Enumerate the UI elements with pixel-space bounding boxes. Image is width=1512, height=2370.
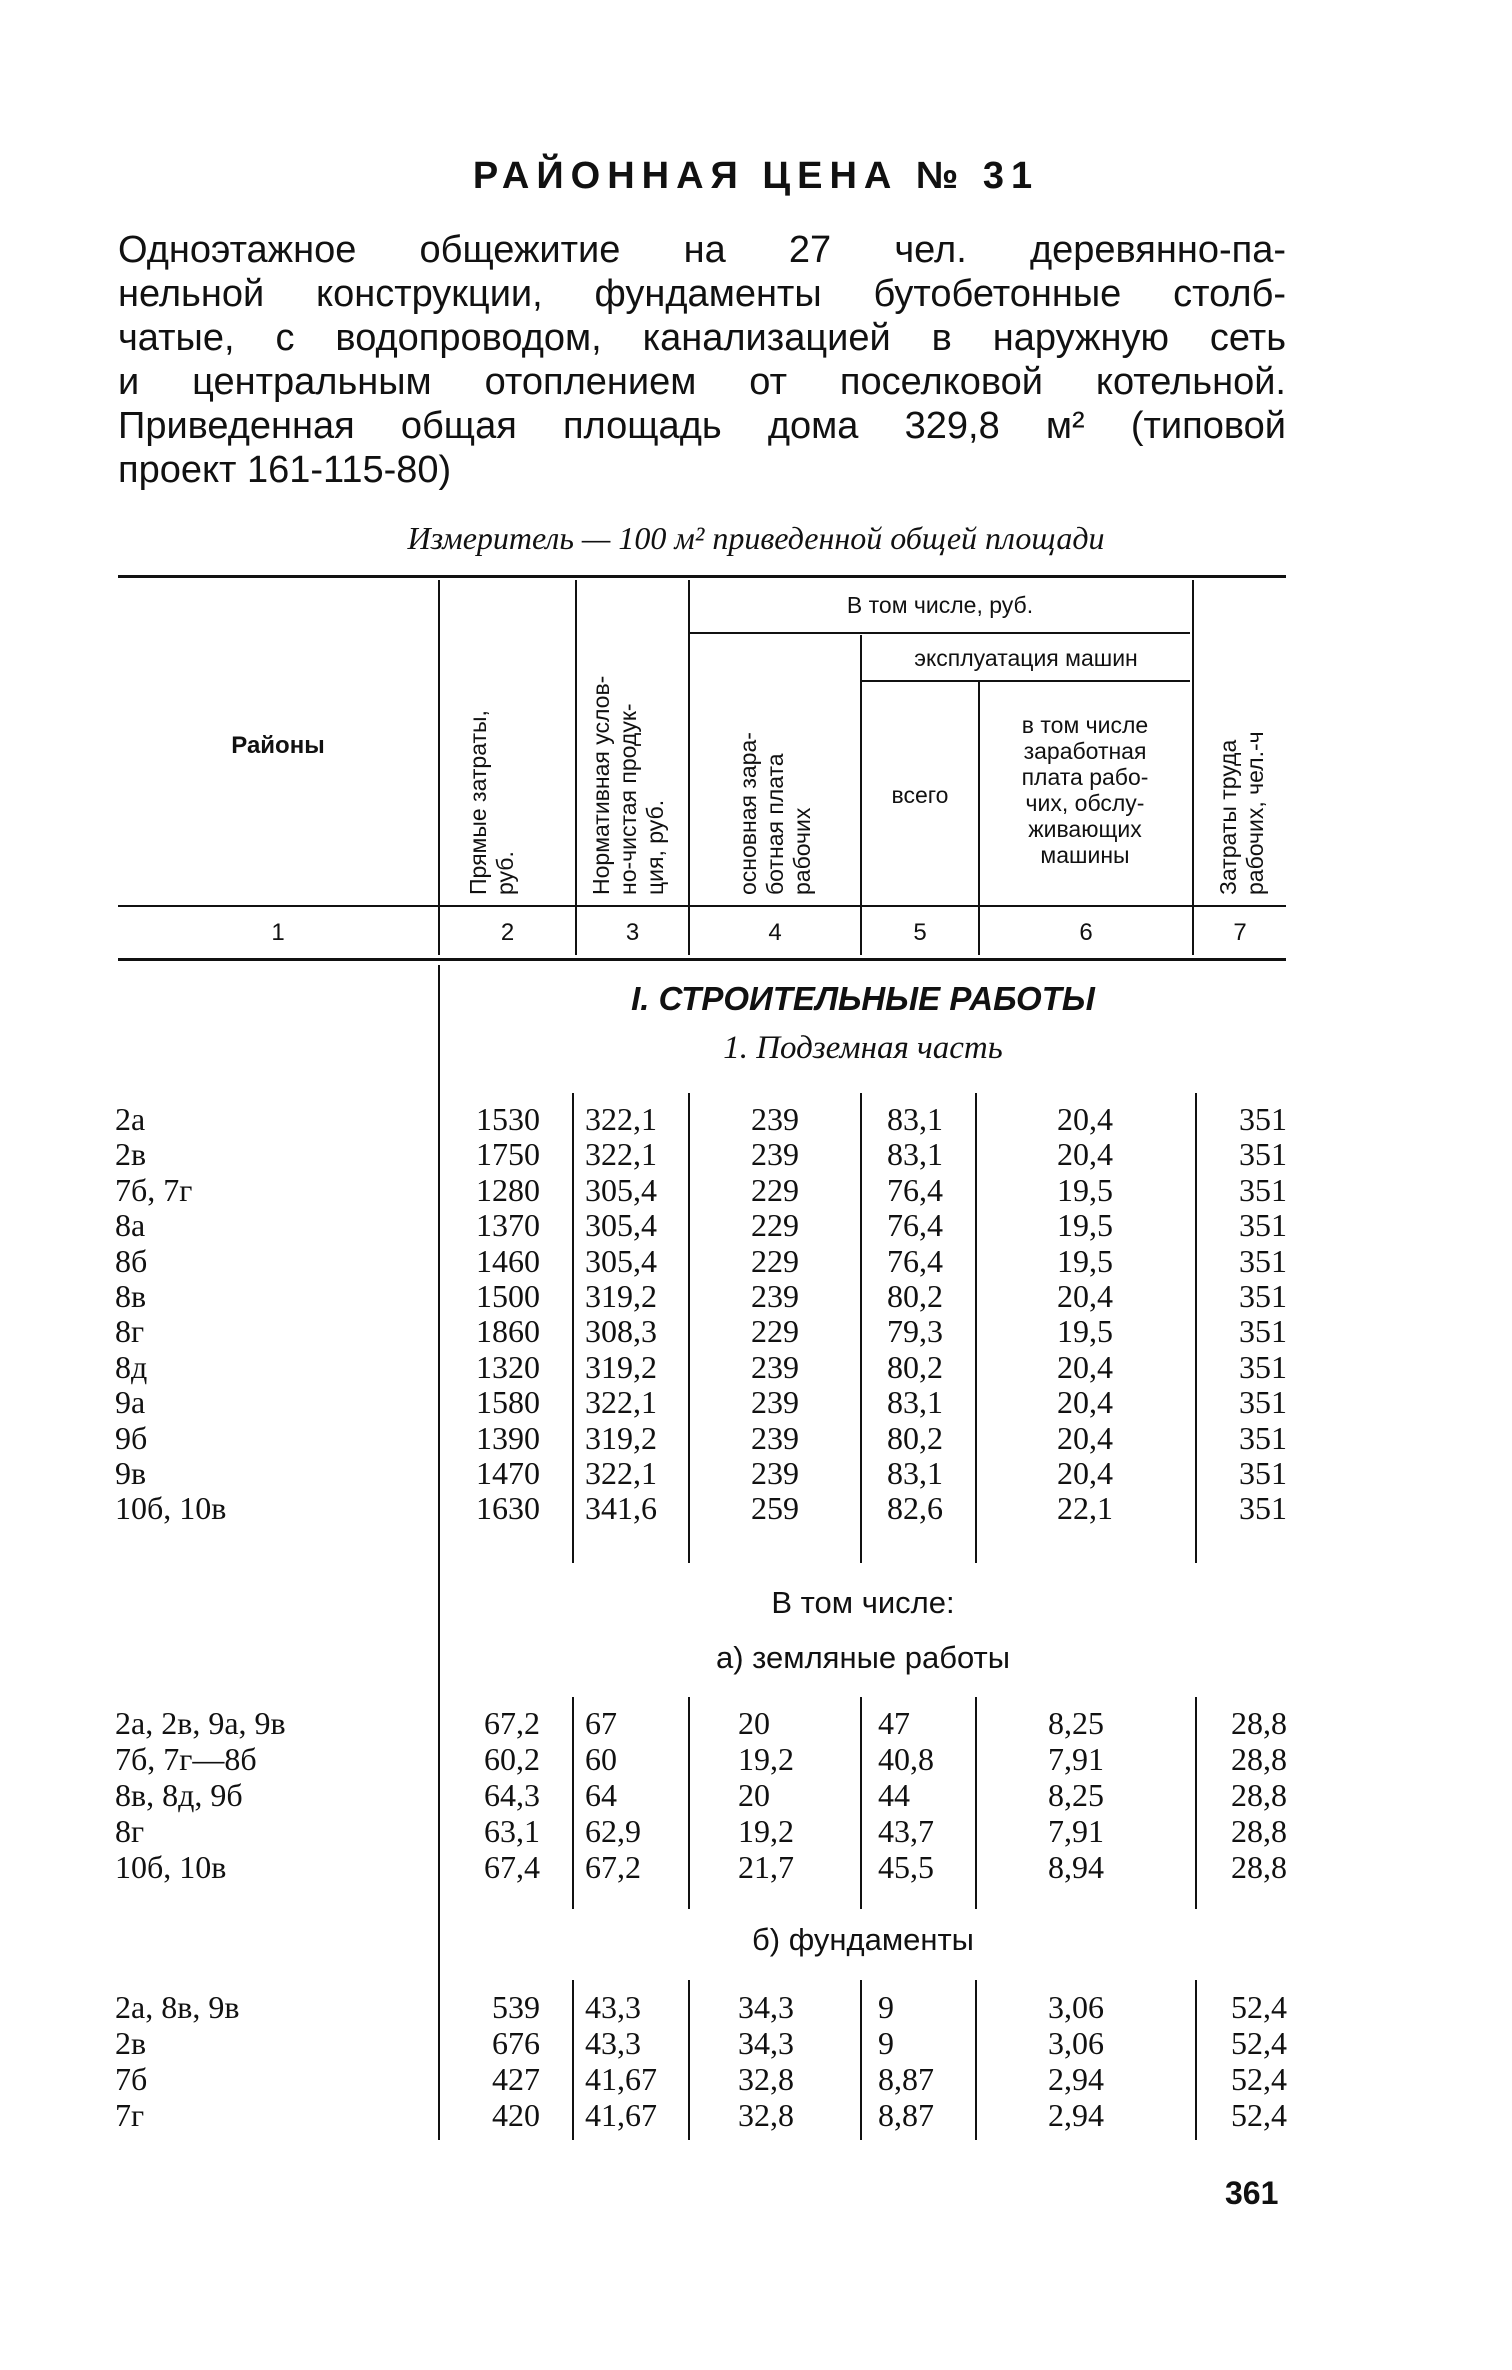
table-cell: 67 bbox=[585, 1705, 617, 1741]
table-cell: 63,1 bbox=[484, 1813, 540, 1849]
table-cell: 20,4 bbox=[1057, 1278, 1113, 1314]
table-cell: 28,8 bbox=[1231, 1849, 1287, 1885]
table-cell: 67,4 bbox=[484, 1849, 540, 1885]
table-cell: 305,4 bbox=[585, 1207, 657, 1244]
table-row bbox=[0, 1314, 1512, 1349]
table-cell: 52,4 bbox=[1231, 2097, 1287, 2133]
description bbox=[118, 228, 1286, 492]
column-number: 2 bbox=[500, 919, 515, 946]
table-cell: 239 bbox=[751, 1348, 799, 1385]
table-row bbox=[0, 1350, 1512, 1385]
table-cell: 19,5 bbox=[1057, 1313, 1113, 1350]
table-cell: 1320 bbox=[476, 1348, 540, 1385]
table-cell: 32,8 bbox=[738, 2061, 794, 2097]
table-cell: 7б bbox=[115, 2061, 148, 2097]
header-col-divider bbox=[438, 580, 440, 955]
table-cell: 43,3 bbox=[585, 1989, 641, 2025]
table-cell: 83,1 bbox=[887, 1101, 943, 1137]
table-cell: 43,3 bbox=[585, 2025, 641, 2061]
description-line: чатые, с водопроводом, канализацией в наружную сеть bbox=[118, 317, 1286, 359]
header-base-wage: основная зара- ботная плата рабочих bbox=[735, 732, 815, 895]
table-cell: 239 bbox=[751, 1101, 799, 1137]
table-cell: 64 bbox=[585, 1777, 617, 1813]
number-row-rule bbox=[118, 958, 1286, 961]
header-bottom-rule bbox=[118, 905, 1286, 907]
table-cell: 79,3 bbox=[887, 1313, 943, 1350]
table-cell: 351 bbox=[1239, 1242, 1287, 1279]
table-cell: 7б, 7г—8б bbox=[115, 1741, 257, 1777]
column-number: 4 bbox=[768, 919, 782, 946]
table-cell: 52,4 bbox=[1231, 2025, 1287, 2061]
table-cell: 41,67 bbox=[585, 2061, 657, 2097]
table-cell: 52,4 bbox=[1231, 1989, 1287, 2025]
table-cell: 351 bbox=[1239, 1136, 1287, 1173]
table-cell: 44 bbox=[878, 1777, 910, 1813]
table-cell: 64,3 bbox=[484, 1777, 540, 1813]
table-cell: 34,3 bbox=[738, 2025, 794, 2061]
table-cell: 9 bbox=[878, 2025, 894, 2061]
header-group: В том числе, руб. bbox=[846, 592, 1034, 618]
table-cell: 239 bbox=[751, 1455, 799, 1491]
table-cell: 420 bbox=[492, 2097, 540, 2133]
table-cell: 22,1 bbox=[1057, 1490, 1113, 1527]
table-cell: 319,2 bbox=[585, 1278, 657, 1314]
table-cell: 41,67 bbox=[585, 2097, 657, 2133]
table-cell: 8,87 bbox=[878, 2061, 934, 2097]
column-number: 1 bbox=[271, 919, 285, 946]
table-cell: 239 bbox=[751, 1136, 799, 1173]
table-cell: 28,8 bbox=[1231, 1777, 1287, 1813]
table-row bbox=[0, 2098, 1512, 2133]
table-cell: 28,8 bbox=[1231, 1705, 1287, 1741]
table-cell: 21,7 bbox=[738, 1849, 794, 1885]
table-cell: 20,4 bbox=[1057, 1348, 1113, 1385]
table-cell: 8б bbox=[115, 1242, 148, 1279]
table-cell: 20 bbox=[738, 1777, 770, 1813]
header-total: всего bbox=[891, 782, 949, 808]
table-cell: 351 bbox=[1239, 1278, 1287, 1314]
table-cell: 539 bbox=[492, 1989, 540, 2025]
table-cell: 20,4 bbox=[1057, 1136, 1113, 1173]
table-cell: 82,6 bbox=[887, 1490, 943, 1527]
table-cell: 351 bbox=[1239, 1207, 1287, 1244]
table-cell: 229 bbox=[751, 1313, 799, 1350]
table-row bbox=[0, 1173, 1512, 1208]
table-cell: 10б, 10в bbox=[115, 1849, 227, 1885]
table-cell: 308,3 bbox=[585, 1313, 657, 1350]
table-row bbox=[0, 2026, 1512, 2061]
table-cell: 28,8 bbox=[1231, 1741, 1287, 1777]
table-cell: 32,8 bbox=[738, 2097, 794, 2133]
table-cell: 8в bbox=[115, 1278, 147, 1314]
table-cell: 7,91 bbox=[1048, 1741, 1104, 1777]
table-cell: 229 bbox=[751, 1207, 799, 1244]
table-cell: 76,4 bbox=[887, 1242, 943, 1279]
table-row bbox=[0, 1385, 1512, 1420]
table-cell: 322,1 bbox=[585, 1136, 657, 1173]
table-row bbox=[0, 1850, 1512, 1885]
table-cell: 1370 bbox=[476, 1207, 540, 1244]
table-row bbox=[0, 1456, 1512, 1491]
column-number: 5 bbox=[913, 919, 927, 946]
table-cell: 19,2 bbox=[738, 1813, 794, 1849]
table-cell: 80,2 bbox=[887, 1348, 943, 1385]
table-cell: 76,4 bbox=[887, 1171, 943, 1208]
table-cell: 2а, 8в, 9в bbox=[115, 1989, 240, 2025]
table-row bbox=[0, 1814, 1512, 1849]
table-cell: 1460 bbox=[476, 1242, 540, 1279]
table-cell: 2,94 bbox=[1048, 2061, 1104, 2097]
table-cell: 80,2 bbox=[887, 1419, 943, 1456]
column-number: 6 bbox=[1079, 919, 1093, 946]
table-cell: 2в bbox=[115, 2025, 147, 2061]
table-cell: 8,25 bbox=[1048, 1705, 1104, 1741]
header-col-divider bbox=[575, 580, 577, 955]
table-cell: 351 bbox=[1239, 1490, 1287, 1527]
header-machine-operation: эксплуатация машин bbox=[914, 645, 1138, 671]
table-cell: 229 bbox=[751, 1242, 799, 1279]
table-cell: 239 bbox=[751, 1278, 799, 1314]
section-heading: I. СТРОИТЕЛЬНЫЕ РАБОТЫ bbox=[631, 980, 1095, 1017]
table-cell: 8г bbox=[115, 1313, 145, 1350]
table-cell: 67,2 bbox=[585, 1849, 641, 1885]
table-cell: 40,8 bbox=[878, 1741, 934, 1777]
table-cell: 19,2 bbox=[738, 1741, 794, 1777]
table-row bbox=[0, 1137, 1512, 1172]
table-cell: 83,1 bbox=[887, 1384, 943, 1421]
column-number: 7 bbox=[1233, 919, 1247, 946]
table-row bbox=[0, 1421, 1512, 1456]
description-line: Приведенная общая площадь дома 329,8 м² (типовой bbox=[118, 405, 1286, 447]
table-cell: 19,5 bbox=[1057, 1171, 1113, 1208]
table-cell: 83,1 bbox=[887, 1136, 943, 1173]
table-cell: 2,94 bbox=[1048, 2097, 1104, 2133]
table-cell: 20 bbox=[738, 1705, 770, 1741]
table-cell: 676 bbox=[492, 2025, 540, 2061]
header-machine-wage: в том числе заработная плата рабо- чих, обслу- живающих машины bbox=[1021, 712, 1149, 868]
table-cell: 45,5 bbox=[878, 1849, 934, 1885]
table-cell: 305,4 bbox=[585, 1171, 657, 1208]
table-cell: 322,1 bbox=[585, 1384, 657, 1421]
table-cell: 8,87 bbox=[878, 2097, 934, 2133]
table-row bbox=[0, 1244, 1512, 1279]
subsection-heading-b: б) фундаменты bbox=[752, 1922, 974, 1957]
table-cell: 3,06 bbox=[1048, 2025, 1104, 2061]
table-row bbox=[0, 1706, 1512, 1741]
table-cell: 52,4 bbox=[1231, 2061, 1287, 2097]
table-cell: 34,3 bbox=[738, 1989, 794, 2025]
table-cell: 3,06 bbox=[1048, 1989, 1104, 2025]
header-rayony: Районы bbox=[231, 732, 325, 759]
including-heading: В том числе: bbox=[771, 1585, 955, 1620]
table-cell: 8г bbox=[115, 1813, 145, 1849]
table-cell: 322,1 bbox=[585, 1455, 657, 1491]
table-row bbox=[0, 1778, 1512, 1813]
table-cell: 351 bbox=[1239, 1101, 1287, 1137]
table-row bbox=[0, 1208, 1512, 1243]
table-cell: 9 bbox=[878, 1989, 894, 2025]
table-cell: 8в, 8д, 9б bbox=[115, 1777, 243, 1813]
table-cell: 8а bbox=[115, 1207, 146, 1244]
table-cell: 351 bbox=[1239, 1419, 1287, 1456]
description-line: и центральным отоплением от поселковой котельной. bbox=[118, 361, 1286, 403]
table-cell: 427 bbox=[492, 2061, 540, 2097]
table-cell: 7г bbox=[115, 2097, 145, 2133]
header-normative-production: Нормативная услов- но-чистая продук- ция, руб. bbox=[588, 675, 668, 895]
table-cell: 305,4 bbox=[585, 1242, 657, 1279]
table-cell: 28,8 bbox=[1231, 1813, 1287, 1849]
table-cell: 10б, 10в bbox=[115, 1490, 227, 1527]
table-cell: 8,25 bbox=[1048, 1777, 1104, 1813]
table-cell: 62,9 bbox=[585, 1813, 641, 1849]
table-cell: 2а bbox=[115, 1101, 146, 1137]
table-cell: 1530 bbox=[476, 1101, 540, 1137]
table-cell: 47 bbox=[878, 1705, 910, 1741]
column-number: 3 bbox=[625, 919, 640, 946]
table-cell: 259 bbox=[751, 1490, 799, 1527]
table-cell: 60,2 bbox=[484, 1741, 540, 1777]
table-cell: 322,1 bbox=[585, 1101, 657, 1137]
subsection-heading: 1. Подземная часть bbox=[723, 1030, 1003, 1066]
table-cell: 351 bbox=[1239, 1171, 1287, 1208]
table-cell: 1630 bbox=[476, 1490, 540, 1527]
table-cell: 19,5 bbox=[1057, 1242, 1113, 1279]
table-cell: 83,1 bbox=[887, 1455, 943, 1491]
table-cell: 341,6 bbox=[585, 1490, 657, 1527]
table-cell: 19,5 bbox=[1057, 1207, 1113, 1244]
table-row bbox=[0, 1102, 1512, 1137]
group-rule bbox=[690, 632, 1190, 634]
table-cell: 1280 bbox=[476, 1171, 540, 1208]
table-cell: 1750 bbox=[476, 1136, 540, 1173]
header-col-divider bbox=[688, 580, 690, 955]
measure-unit: Измеритель — 100 м² приведенной общей площади bbox=[407, 520, 1105, 556]
table-cell: 1500 bbox=[476, 1278, 540, 1314]
table-row bbox=[0, 1990, 1512, 2025]
header-col-divider bbox=[1192, 580, 1194, 955]
table-cell: 1390 bbox=[476, 1419, 540, 1456]
table-row bbox=[0, 2062, 1512, 2097]
table-cell: 20,4 bbox=[1057, 1419, 1113, 1456]
table-cell: 319,2 bbox=[585, 1419, 657, 1456]
page-number: 361 bbox=[1225, 2175, 1279, 2211]
description-line: проект 161-115-80) bbox=[118, 449, 452, 491]
table-cell: 80,2 bbox=[887, 1278, 943, 1314]
page-title: РАЙОННАЯ ЦЕНА № 31 bbox=[472, 155, 1040, 197]
table-cell: 239 bbox=[751, 1419, 799, 1456]
table-cell: 351 bbox=[1239, 1384, 1287, 1421]
table-cell: 60 bbox=[585, 1741, 617, 1777]
table-cell: 2а, 2в, 9а, 9в bbox=[115, 1705, 286, 1741]
header-direct-costs: Прямые затраты, руб. bbox=[465, 710, 518, 895]
table-top-rule bbox=[118, 575, 1286, 578]
table-cell: 43,7 bbox=[878, 1813, 934, 1849]
table-cell: 9а bbox=[115, 1384, 146, 1421]
table-cell: 67,2 bbox=[484, 1705, 540, 1741]
table-cell: 9б bbox=[115, 1419, 148, 1456]
table-cell: 1470 bbox=[476, 1455, 540, 1491]
table-row bbox=[0, 1742, 1512, 1777]
subsection-heading-a: а) земляные работы bbox=[715, 1640, 1010, 1675]
table-cell: 239 bbox=[751, 1384, 799, 1421]
table-cell: 9в bbox=[115, 1455, 147, 1491]
table-cell: 20,4 bbox=[1057, 1384, 1113, 1421]
table-cell: 20,4 bbox=[1057, 1101, 1113, 1137]
table-cell: 351 bbox=[1239, 1348, 1287, 1385]
table-cell: 8д bbox=[115, 1348, 148, 1385]
table-cell: 2в bbox=[115, 1136, 147, 1173]
table-cell: 8,94 bbox=[1048, 1849, 1104, 1885]
table-row bbox=[0, 1491, 1512, 1526]
description-line: нельной конструкции, фундаменты бутобетонные столб- bbox=[118, 273, 1286, 315]
table-cell: 7,91 bbox=[1048, 1813, 1104, 1849]
table-cell: 1580 bbox=[476, 1384, 540, 1421]
description-line: Одноэтажное общежитие на 27 чел. деревянно-па- bbox=[118, 229, 1286, 271]
table-cell: 7б, 7г bbox=[115, 1171, 193, 1208]
table-cell: 351 bbox=[1239, 1455, 1287, 1491]
table-cell: 76,4 bbox=[887, 1207, 943, 1244]
table-cell: 351 bbox=[1239, 1313, 1287, 1350]
table-cell: 319,2 bbox=[585, 1348, 657, 1385]
subgroup-rule bbox=[862, 680, 1190, 682]
header-labor-costs: Затраты труда рабочих, чел.-ч bbox=[1215, 731, 1268, 895]
table-cell: 1860 bbox=[476, 1313, 540, 1350]
table-cell: 20,4 bbox=[1057, 1455, 1113, 1491]
table-cell: 229 bbox=[751, 1171, 799, 1208]
table-row bbox=[0, 1279, 1512, 1314]
